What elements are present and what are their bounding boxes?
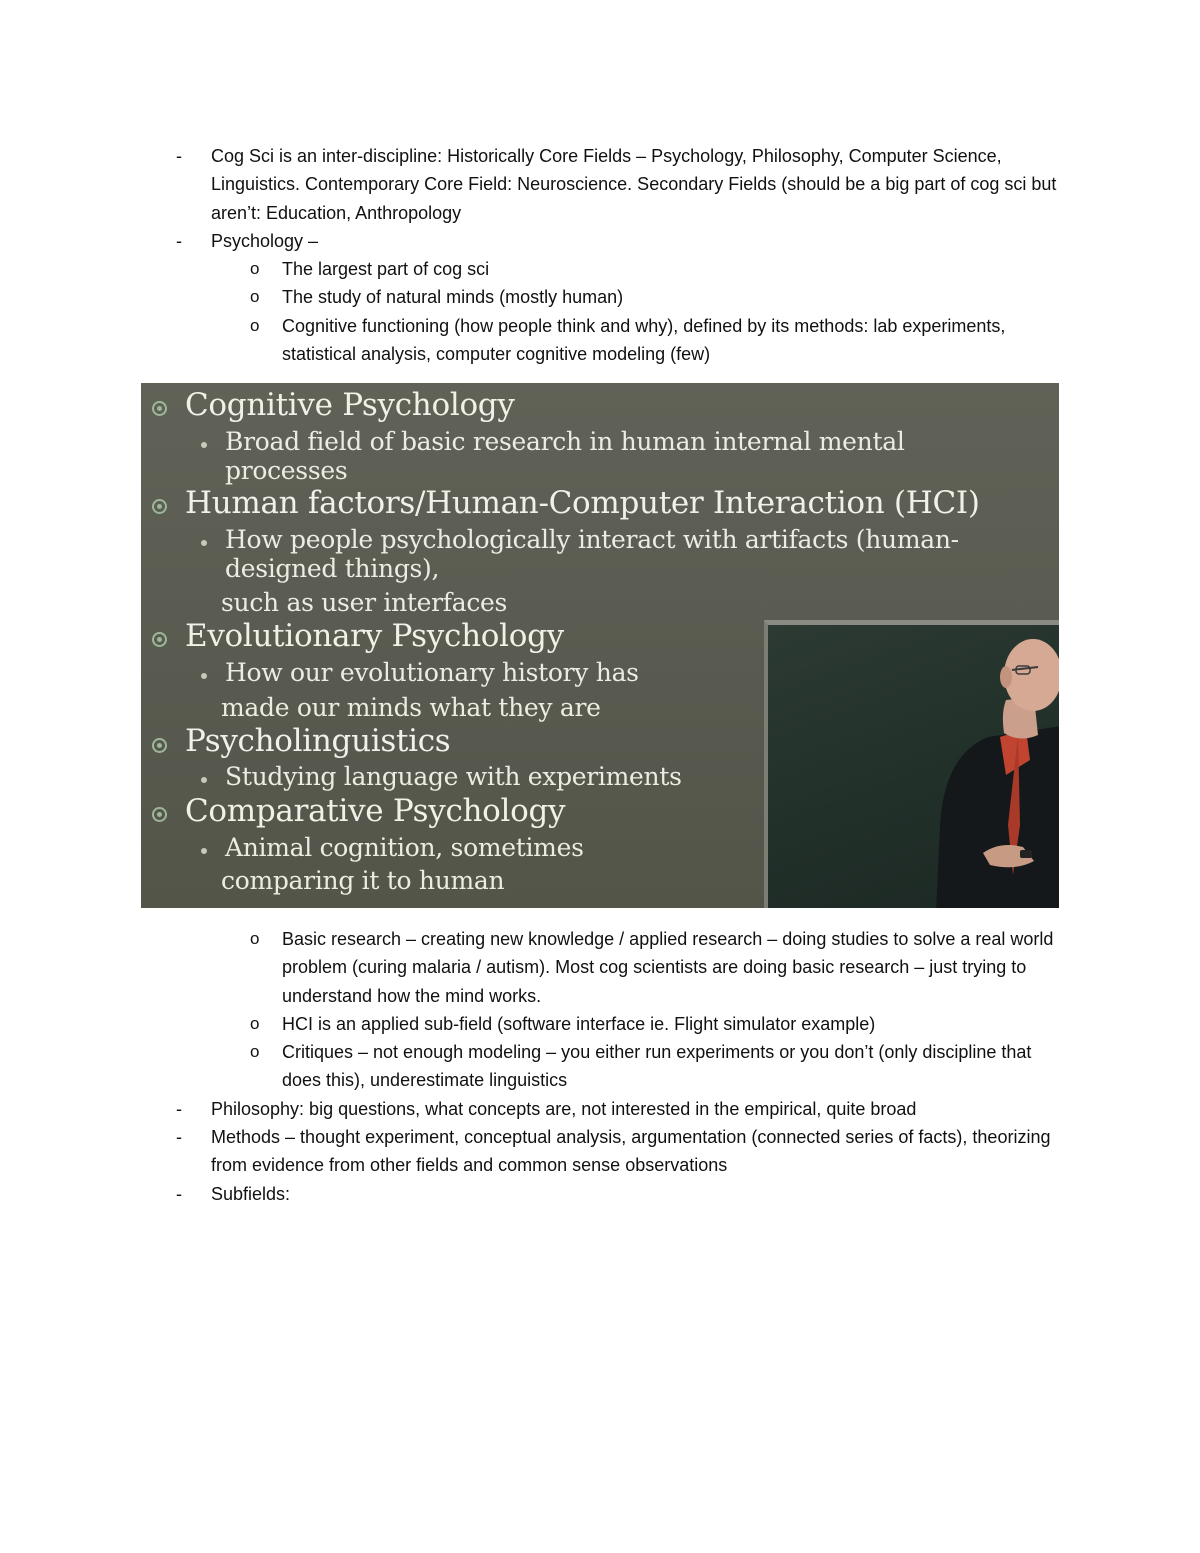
sub-list-item (170, 283, 1070, 311)
slide-subpoint: Broad field of basic research in human internal mental (225, 427, 905, 456)
slide-bullet-icon (152, 632, 167, 647)
sub-list-item (170, 312, 1070, 369)
circle-marker: o (250, 929, 260, 948)
list-item-text: Psychology – (211, 230, 319, 251)
slide-subbullet-icon (201, 848, 207, 854)
circle-marker: o (250, 287, 260, 307)
slide-subbullet-icon (201, 673, 207, 679)
slide-heading: Psycholinguistics (185, 723, 451, 759)
dash-marker: - (176, 1127, 182, 1148)
dash-marker: - (176, 1183, 182, 1204)
list-item (170, 227, 1070, 255)
list-item (170, 142, 1070, 227)
slide-subpoint-cont: processes (225, 456, 348, 485)
slide-heading: Human factors/Human-Computer Interaction (HCI) (185, 485, 980, 521)
lecture-slide-image (141, 383, 1059, 908)
circle-marker: o (250, 1042, 260, 1062)
list-item (170, 1180, 1070, 1208)
slide-subpoint: How people psychologically interact with artifacts (human- (225, 525, 959, 554)
lecturer-video-inset (764, 620, 1059, 908)
circle-marker: o (250, 1013, 260, 1033)
slide-heading: Evolutionary Psychology (185, 618, 564, 654)
list-item-text: Basic research – creating new knowledge / applied research – doing studies to solve a real world problem (curing malaria / autism). Most cog scientists are doing basic research – just trying to understand how the mind works. (282, 929, 1054, 1006)
circle-marker: o (250, 259, 260, 279)
notes-list-top (170, 142, 1070, 368)
list-item (170, 1095, 1070, 1123)
slide-bullet-icon (152, 401, 167, 416)
list-item-text: The study of natural minds (mostly human) (282, 287, 624, 308)
slide-subbullet-icon (201, 540, 207, 546)
slide-subpoint: How our evolutionary history has (225, 658, 639, 687)
slide-subpoint-cont: designed things), (225, 554, 440, 583)
slide-bullet-icon (152, 499, 167, 514)
slide-subpoint: Studying language with experiments (225, 762, 682, 791)
list-item-text: Subfields: (211, 1183, 291, 1204)
slide-subbullet-icon (201, 442, 207, 448)
lecturer-figure (768, 625, 1059, 908)
list-item (170, 1123, 1070, 1180)
slide-heading: Comparative Psychology (185, 793, 566, 829)
slide-bullet-icon (152, 807, 167, 822)
list-item-text: Philosophy: big questions, what concepts are, not interested in the empirical, quite broad (211, 1098, 917, 1119)
list-item-text: Methods – thought experiment, conceptual analysis, argumentation (connected series of facts), theorizing from evidence from other fields and common sense observations (211, 1127, 1051, 1176)
list-item-text: The largest part of cog sci (282, 259, 490, 280)
circle-marker: o (250, 315, 260, 335)
list-item-text: HCI is an applied sub-field (software interface ie. Flight simulator example) (282, 1013, 876, 1034)
sub-list-item (170, 255, 1070, 283)
slide-bullet-icon (152, 738, 167, 753)
slide-subpoint-cont: made our minds what they are (221, 693, 601, 722)
dash-marker: - (176, 146, 182, 166)
slide-subpoint: Animal cognition, sometimes (225, 833, 584, 862)
sub-list-item (170, 1010, 1070, 1038)
slide-subpoint-cont: comparing it to human (221, 866, 505, 895)
slide-subbullet-icon (201, 777, 207, 783)
list-item-text: Cognitive functioning (how people think and why), defined by its methods: lab experiments, statistical analysis, computer cognitive modeling (few) (282, 315, 1006, 365)
list-item-text: Cog Sci is an inter-discipline: Historically Core Fields – Psychology, Philosophy, Computer Science, Linguistics. Contemporary Core Field: Neuroscience. Secondary Fields (should be a big part of cog sci but aren’t: Education, Anthropology (211, 146, 1057, 223)
slide-heading: Cognitive Psychology (185, 387, 515, 423)
sub-list-item (170, 1038, 1070, 1095)
sub-list-item (170, 925, 1070, 1010)
notes-list-bottom (170, 925, 1070, 1208)
slide-subpoint-cont: such as user interfaces (221, 588, 508, 617)
list-item-text: Critiques – not enough modeling – you either run experiments or you don’t (only discipline that does this), underestimate linguistics (282, 1042, 1032, 1091)
dash-marker: - (176, 230, 182, 251)
dash-marker: - (176, 1098, 182, 1119)
